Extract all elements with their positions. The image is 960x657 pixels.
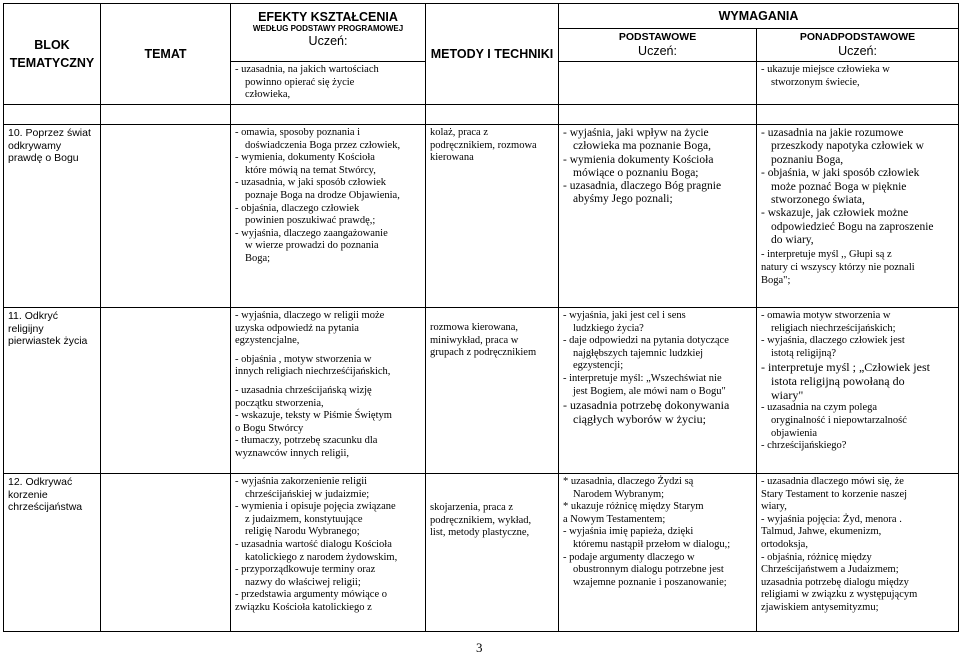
curriculum-table bbox=[3, 3, 959, 632]
header-wymagania-title: WYMAGANIA bbox=[559, 4, 958, 29]
header-temat: TEMAT bbox=[101, 4, 231, 105]
table-row bbox=[4, 125, 959, 308]
header-efekty: EFEKTY KSZTAŁCENIA WEDŁUG PODSTAWY PROGRAMOWEJ Uczeń: bbox=[231, 4, 426, 62]
header-metody: METODY I TECHNIKI bbox=[426, 4, 559, 105]
podst-10: - wyjaśnia, jaki wpływ na życie człowieka ma poznanie Boga, - wymienia dokumenty Kościoła mówiące o poznaniu Boga; - uzasadnia, dlaczego Bóg pragnie abyśmy Jego poznali; bbox=[559, 125, 757, 308]
ponad-12: - uzasadnia dlaczego mówi się, że Stary Testament to korzenie naszej wiary, - wyjaśnia pojęcia: Żyd, menora . Talmud, Jahwe, ekumenizm, ortodoksja, - objaśnia, różnicę między Chrześcijaństwem a Judaizmem; uzasadnia potrzebę dialogu między religiami w związku z występującym zjawiskiem antysemityzmu; bbox=[757, 474, 959, 632]
page-number: 3 bbox=[476, 640, 483, 655]
empty-cell bbox=[101, 125, 231, 308]
topic-12: 12. Odkrywać korzenie chrześcijaństwa bbox=[4, 474, 101, 632]
efekty-12: - wyjaśnia zakorzenienie religii chrześcijańskiej w judaizmie; - wymienia i opisuje pojęcia związane z judaizmem, konstytuujące religię Narodu Wybranego; - uzasadnia wartość dialogu Kościoła katolickiego z narodem żydowskim, - przyporządkowuje terminy oraz nazwy do właściwej religii; - przedstawia argumenty mówiące o związku Kościoła katolickiego z bbox=[231, 474, 426, 632]
spacer-row bbox=[4, 105, 959, 125]
header-wymagania bbox=[559, 4, 959, 62]
topic-11: 11. Odkryć religijny pierwiastek życia bbox=[4, 308, 101, 474]
efekty-10: - omawia, sposoby poznania i doświadczenia Boga przez człowiek, - wymienia, dokumenty Kościoła które mówią na temat Stwórcy, - uzasadnia, w jaki sposób człowiek poznaje Boga na drodze Objawienia, - objaśnia, dlaczego człowiek powinien poszukiwać prawdę,; - wyjaśnia, dlaczego zaangażowanie w wierze prowadzi do poznania Boga; bbox=[231, 125, 426, 308]
carry-podstawowe bbox=[559, 62, 757, 105]
carry-ponad: - ukazuje miejsce człowieka w stworzonym świecie, bbox=[757, 62, 959, 105]
ponad-11: - omawia motyw stworzenia w religiach niechrześcijańskich; - wyjaśnia, dlaczego człowiek jest istotą religijną? - interpretuje myśl ; „Człowiek jest istota religijną powołaną do wiary" - uzasadnia na czym polega oryginalność i niepowtarzalność objawienia - chrześcijańskiego? bbox=[757, 308, 959, 474]
carry-efekty: - uzasadnia, na jakich wartościach powinno opierać się życie człowieka, bbox=[231, 62, 426, 105]
ponad-10: - uzasadnia na jakie rozumowe przeszkody napotyka człowiek w poznaniu Boga, - objaśnia, w jaki sposób człowiek może poznać Boga w pięknie stworzonego świata, - wskazuje, jak człowiek możne odpowiedzieć Bogu na zaproszenie do wiary, - interpretuje myśl ,, Głupi są z natury ci wszyscy którzy nie poznali Boga"; bbox=[757, 125, 959, 308]
empty-cell bbox=[101, 308, 231, 474]
metody-10: kolaż, praca z podręcznikiem, rozmowa kierowana bbox=[426, 125, 559, 308]
metody-11: rozmowa kierowana, miniwykład, praca w grupach z podręcznikiem bbox=[426, 308, 559, 474]
podst-11: - wyjaśnia, jaki jest cel i sens ludzkiego życia? - daje odpowiedzi na pytania dotyczące najgłębszych tajemnic ludzkiej egzystencji; - interpretuje myśl: „Wszechświat nie jest Bogiem, ale mówi nam o Bogu" - uzasadnia potrzebę dokonywania ciągłych wyborów w życiu; bbox=[559, 308, 757, 474]
podst-12: * uzasadnia, dlaczego Żydzi są Narodem Wybranym; * ukazuje różnicę między Starym a Nowym Testamentem; - wyjaśnia imię papieża, dzięki któremu nastąpił przełom w dialogu,; - podaje argumenty dlaczego w obustronnym dialogu potrzebne jest wzajemne poznanie i poszanowanie; bbox=[559, 474, 757, 632]
topic-10: 10. Poprzez świat odkrywamy prawdę o Bogu bbox=[4, 125, 101, 308]
header-blok: BLOK TEMATYCZNY bbox=[4, 4, 101, 105]
metody-12: skojarzenia, praca z podręcznikiem, wykład, list, metody plastyczne, bbox=[426, 474, 559, 632]
empty-cell bbox=[101, 474, 231, 632]
table-row bbox=[4, 308, 959, 474]
header-podstawowe: PODSTAWOWE Uczeń: bbox=[559, 29, 757, 61]
efekty-11: - wyjaśnia, dlaczego w religii może uzyska odpowiedź na pytania egzystencjalne, - objaśnia , motyw stworzenia w innych religiach niechrześćijańskich, - uzasadnia chrześcijańską wizję początku stworzenia, - wskazuje, teksty w Piśmie Świętym o Bogu Stwórcy - tłumaczy, potrzebę szacunku dla wyznawców innych religii, bbox=[231, 308, 426, 474]
header-ponadpodstawowe: PONADPODSTAWOWE Uczeń: bbox=[799, 31, 916, 58]
table-row bbox=[4, 474, 959, 632]
